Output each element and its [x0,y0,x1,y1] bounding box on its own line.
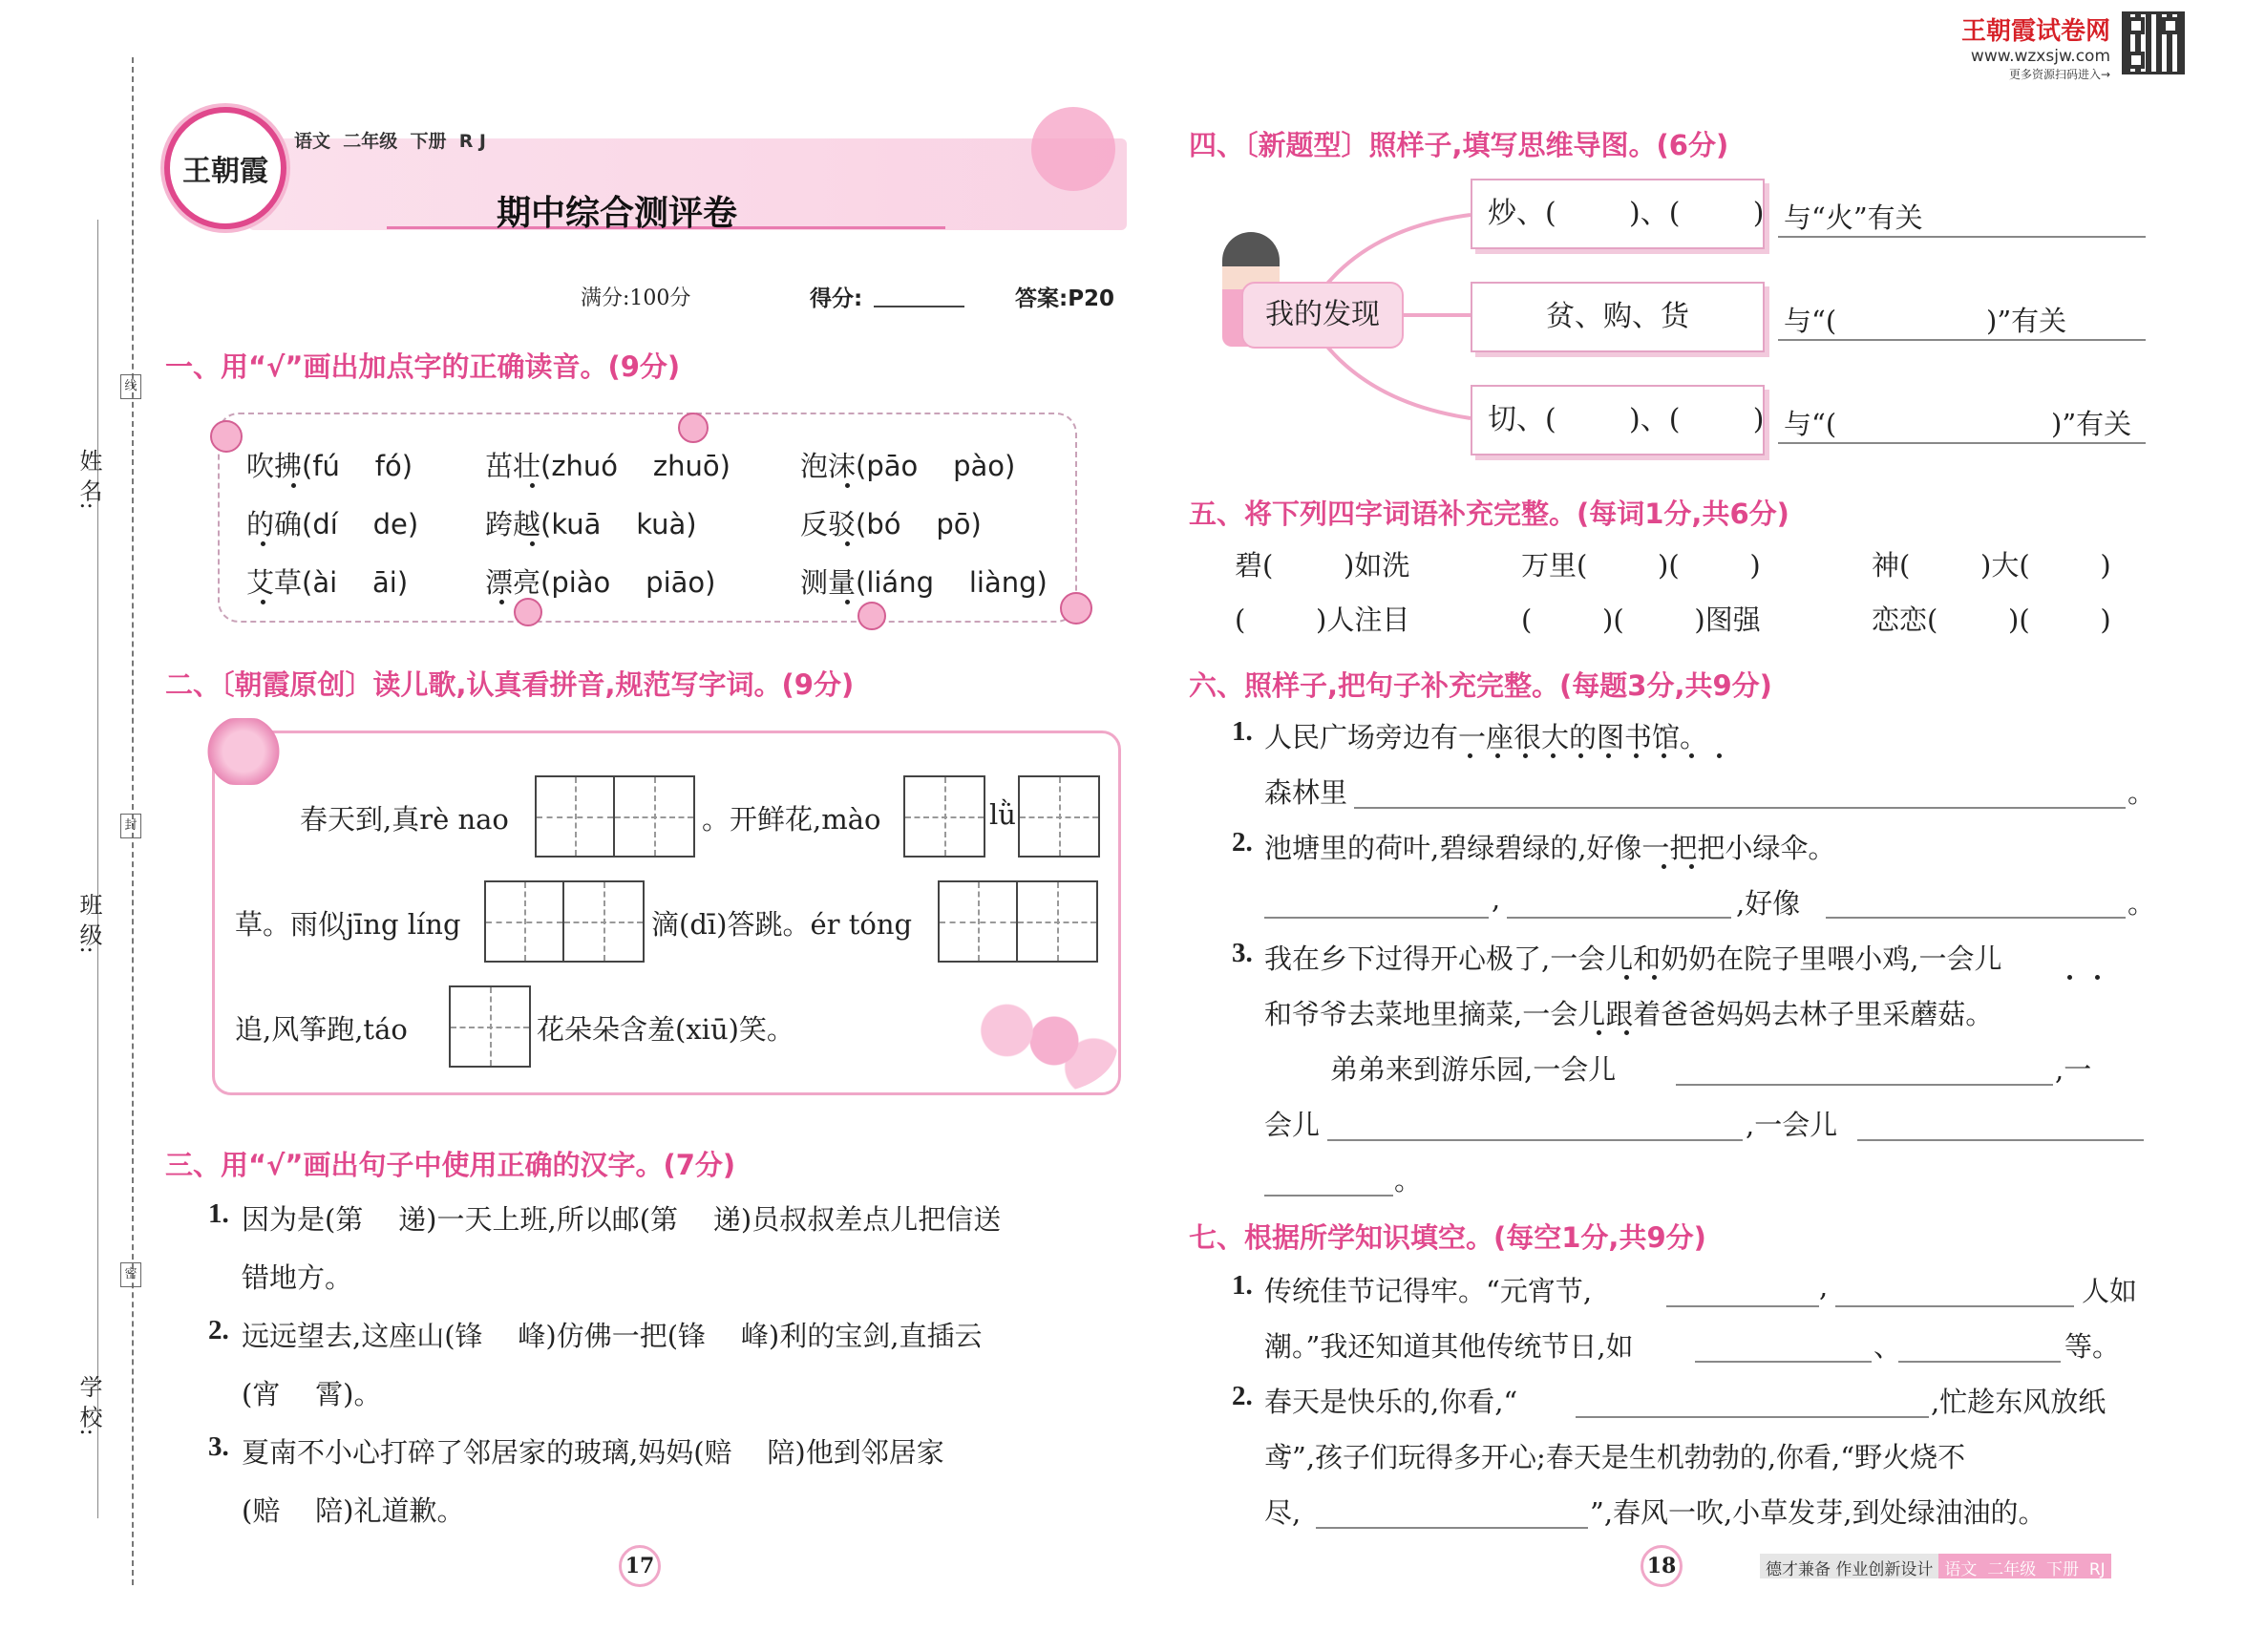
qr-code-icon [2122,11,2185,74]
s6-q3-num: 3. [1232,938,1253,968]
s6-q1-lead: 森林里 [1264,776,1348,809]
blossom-branch-icon [960,988,1117,1093]
s7-q2-blank2[interactable] [1316,1527,1588,1529]
s2-line3b: 花朵朵含羞(xiū)笑。 [537,1013,794,1046]
period: 。 [2128,887,2156,920]
s2-line2b: 滴(dī)答跳。ér tóng [651,908,913,941]
s6-q3-blank1[interactable] [1676,1084,2053,1086]
s5-item[interactable]: 碧( )如洗 [1235,549,1410,582]
watermark-tip: 更多资源扫码进入→ [2008,68,2110,81]
s3-q2-num: 2. [208,1315,229,1345]
margin-box-feng: 封 [120,814,141,838]
s3-title: 三、用“√”画出句子中使用正确的汉字。(7分) [165,1149,736,1181]
write-box-tao[interactable] [449,985,531,1068]
s7-q1-blank2[interactable] [1835,1305,2074,1307]
s1-title: 一、用“√”画出加点字的正确读音。(9分) [165,350,681,383]
mind-tail-1: 与“火”有关 [1784,201,1923,234]
flower-icon [678,413,709,443]
emphasis-dot [1662,864,1666,869]
s2-line1b: 。开鲜花,mào [702,803,881,836]
emphasis-dot [1624,1030,1629,1035]
s1-item: 测量(liáng liàng) [800,566,1048,599]
binding-solid-line [97,220,98,1518]
s7-q1-comma: , [1819,1270,1829,1303]
s7-q1-text: 传统佳节记得牢。“元宵节, [1264,1275,1593,1307]
s2-line2a: 草。雨似jīng líng [235,908,461,941]
s6-q3-blank3[interactable] [1857,1139,2144,1141]
write-box-er-tong[interactable] [938,880,1098,963]
mind-center [1241,282,1404,349]
footer-tag [1760,1554,2111,1578]
s7-q2-blank1[interactable] [1576,1416,1929,1418]
s5-title: 五、将下列四字词语补充完整。(每词1分,共6分) [1189,498,1789,530]
emphasis-dot [1551,753,1556,758]
write-box-re-nao[interactable] [535,775,695,858]
emphasis-dot [1523,753,1528,758]
s6-q1-blank[interactable] [1354,807,2126,809]
s6-q2-like: ,好像 [1736,887,1801,920]
s1-item: 泡沫(pāo pào) [800,450,1016,482]
emphasis-dot [2095,975,2100,980]
emphasis-dot [291,483,296,488]
emphasis-dot [2067,975,2072,980]
s3-q3-cont: (赔 陪)礼道歉。 [242,1494,465,1527]
page-number-left-text: 17 [625,1554,655,1578]
s7-q2-tail: ,忙趁东风放纸 [1931,1386,2106,1418]
s1-item: 跨越(kuā kuà) [485,508,697,540]
mind-tail-3b: )”有关 [2051,408,2132,440]
emphasis-dot [1717,753,1722,758]
page-title: 期中综合测评卷 [497,194,738,233]
s6-q2-blank2[interactable] [1507,917,1731,919]
mind-box-2-text: 贫、购、货 [1546,300,1689,333]
s3-q1-text: 因为是(第 递)一天上班,所以邮(第 递)员叔叔差点儿把信送 [242,1203,1002,1236]
period: 。 [1394,1164,1423,1197]
s1-item: 吹拂(fú fó) [246,450,413,482]
s3-q3-text: 夏南不小心打碎了邻居家的玻璃,妈妈(赔 陪)他到邻居家 [242,1436,944,1469]
class-label: 班 级: [75,893,102,954]
watermark-url: www.wzxsjw.com [1970,47,2110,66]
s7-title: 七、根据所学知识填空。(每空1分,共9分) [1189,1221,1706,1254]
emphasis-dot [261,541,265,546]
s1-item: 茁壮(zhuó zhuō) [485,450,730,482]
footer-subject: 语文 二年级 下册 RJ [1938,1554,2110,1578]
s6-q3-sep: ,一 [2055,1053,2092,1086]
s1-item: 艾草(ài āi) [246,566,409,599]
write-box-lv[interactable] [1018,775,1100,858]
logo-badge [164,107,286,229]
s5-item[interactable]: ( )人注目 [1235,604,1410,636]
s7-q1-sep: 、 [1874,1330,1902,1363]
s7-q1-blank1[interactable] [1666,1305,1819,1307]
emphasis-dot [1468,753,1472,758]
s6-q3-lead: 弟弟来到游乐园,一会儿 [1330,1053,1617,1086]
emphasis-dot [1689,753,1694,758]
school-label: 学 校: [75,1375,102,1436]
s2-line1a: 春天到,真rè nao [300,803,509,836]
mind-tail-3a: 与“( [1784,408,1837,440]
s1-item: 漂亮(piào piāo) [485,566,716,599]
page-number-left [619,1545,661,1587]
s7-q2-num: 2. [1232,1381,1253,1411]
emphasis-dot [1578,753,1583,758]
s5-item[interactable]: 恋恋( )( ) [1872,604,2111,636]
mind-box-1-text: 炒、( )、( ) [1488,197,1765,230]
s6-q2-comma: , [1492,882,1501,915]
emphasis-dot [1662,753,1666,758]
mind-tail-2a: 与“( [1784,305,1837,337]
s6-title: 六、照样子,把句子补充完整。(每题3分,共9分) [1189,669,1772,702]
s2-line3a: 追,风筝跑,táo [235,1013,408,1046]
emphasis-dot [845,541,850,546]
blossom-icon [205,718,282,785]
margin-box-xian: 线 [120,374,141,399]
s7-q1-num: 1. [1232,1270,1253,1301]
s6-q2-blank1[interactable] [1264,917,1489,919]
s6-q2-blank3[interactable] [1826,917,2126,919]
emphasis-dot [530,541,535,546]
watermark-brand: 王朝霞试卷网 [1960,17,2110,46]
s6-q3-cont: 和爷爷去菜地里摘菜,一会儿跟着爸爸妈妈去林子里采蘑菇。 [1264,998,1994,1030]
name-label: 姓 名: [75,449,102,510]
flower-icon [1060,592,1092,625]
mind-tail-1-line [1778,236,2146,238]
logo-text: 王朝霞 [182,155,268,188]
s7-q2-line3b: ”,春风一吹,小草发芽,到处绿油油的。 [1590,1496,2046,1529]
s1-item: 反驳(bó pō) [800,508,982,540]
s7-q1-blank3[interactable] [1695,1361,1872,1363]
emphasis-dot [1624,975,1629,980]
s6-q3-blank2[interactable] [1327,1139,1743,1141]
emphasis-dot [499,600,504,604]
score-blank[interactable] [874,306,964,307]
mind-center-label: 我的发现 [1265,298,1380,331]
s7-q1-tail: 人如 [2082,1275,2138,1307]
flower-icon [210,420,243,453]
s7-q2-line3a: 尽, [1264,1496,1302,1529]
mind-tail-2-line[interactable] [1778,339,2146,341]
mind-tail-2b: )”有关 [1986,305,2067,337]
write-box-mao[interactable] [903,775,985,858]
s6-q2-num: 2. [1232,827,1253,858]
s6-q3-mid: 会儿 [1264,1109,1321,1141]
s5-item[interactable]: ( )( )图强 [1521,604,1761,636]
s3-q2-text: 远远望去,这座山(锋 峰)仿佛一把(锋 峰)利的宝剑,直插云 [242,1320,983,1352]
s3-q3-num: 3. [208,1431,229,1462]
emphasis-dot [1606,753,1611,758]
s5-item[interactable]: 神( )大( ) [1872,549,2111,582]
emphasis-dot [845,600,850,604]
page-number-right [1641,1545,1683,1587]
flower-icon [514,598,542,626]
s6-q1-text: 人民广场旁边有一座很大的图书馆。 [1264,721,1708,753]
s7-q1-line2: 潮。”我还知道其他传统节日,如 [1264,1330,1634,1363]
s6-q3-blank4[interactable] [1264,1195,1393,1197]
s2-line1c: lǜ [989,798,1016,831]
s3-q2-cont: (宵 霄)。 [242,1378,382,1410]
full-score: 满分:100分 [581,286,691,310]
s1-item: 的确(dí de) [246,508,419,540]
s7-q2-text: 春天是快乐的,你看,“ [1264,1386,1518,1418]
s6-q3-text: 我在乡下过得开心极了,一会儿和奶奶在院子里喂小鸡,一会儿 [1264,942,2002,975]
mind-box-1[interactable] [1471,179,1765,249]
watermark [1958,11,2110,82]
emphasis-dot [845,483,850,488]
page-number-right-text: 18 [1646,1554,1677,1578]
mind-tail-3-line[interactable] [1778,442,2146,444]
emphasis-dot [530,483,535,488]
emphasis-dot [1689,864,1694,869]
s2-title: 二、〔朝霞原创〕读儿歌,认真看拼音,规范写字词。(9分) [165,668,855,701]
s3-q1-cont: 错地方。 [242,1261,353,1294]
emphasis-dot [1597,1030,1601,1035]
margin-box-mi: 密 [120,1262,141,1287]
s7-q1-end: 等。 [2064,1330,2121,1363]
mind-box-3-text: 切、( )、( ) [1488,403,1765,436]
s7-q2-line2: 鸢”,孩子们玩得多开心;春天是生机勃勃的,你看,“野火烧不 [1264,1441,1966,1473]
flower-icon [857,602,886,630]
answer-ref: 答案:P20 [1015,286,1115,311]
period: 。 [2128,776,2156,809]
footer-slogan: 德才兼备 作业创新设计 [1760,1554,1938,1578]
emphasis-dot [1652,975,1657,980]
s5-item[interactable]: 万里( )( ) [1521,549,1761,582]
s6-q3-mid2: ,一会儿 [1746,1109,1838,1141]
score-label: 得分: [810,286,863,311]
s6-q2-text: 池塘里的荷叶,碧绿碧绿的,好像一把把小绿伞。 [1264,832,1836,864]
sun-icon [1031,107,1115,191]
s7-q1-blank4[interactable] [1898,1361,2061,1363]
s4-title: 四、〔新题型〕照样子,填写思维导图。(6分) [1189,129,1729,161]
s3-q1-num: 1. [208,1198,229,1229]
emphasis-dot [1634,753,1639,758]
mind-box-2[interactable] [1471,282,1765,352]
s6-q1-num: 1. [1232,716,1253,747]
mind-box-3[interactable] [1471,385,1765,455]
emphasis-dot [261,600,265,604]
subject-line: 语文 二年级 下册 R J [294,131,487,152]
emphasis-dot [1495,753,1500,758]
write-box-jing-ling[interactable] [484,880,645,963]
